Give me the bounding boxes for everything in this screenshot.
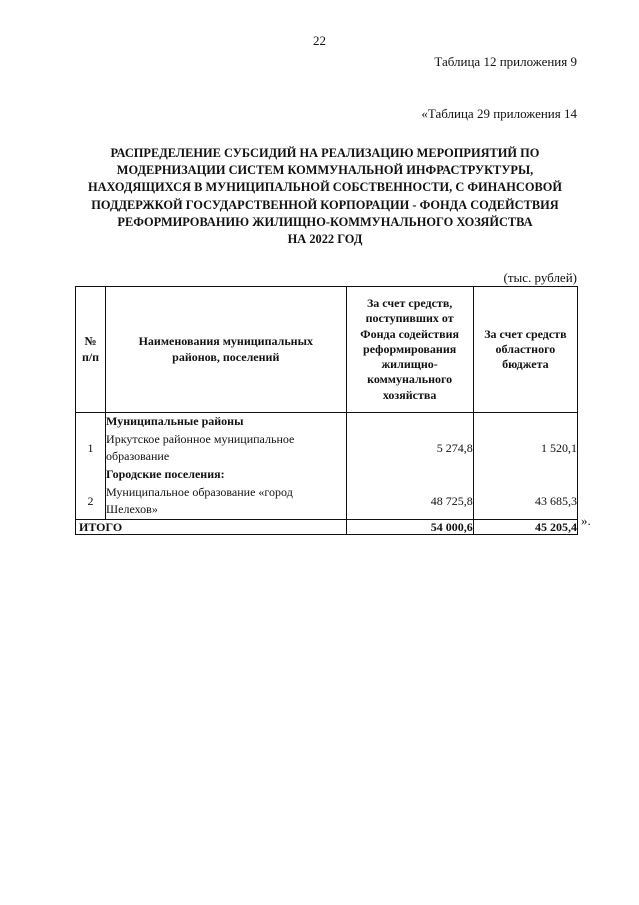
row-name-line: Шелехов» <box>106 502 158 516</box>
header-line: Наименования муниципальных <box>138 334 313 349</box>
header-line: коммунального <box>367 372 453 387</box>
row-regional-value: 43 685,3 <box>473 483 577 520</box>
header-line: районов, поселений <box>172 349 280 364</box>
header-line: За счет средств <box>484 326 567 341</box>
subsidy-table <box>75 286 578 535</box>
total-label: ИТОГО <box>76 520 347 535</box>
total-row <box>76 520 578 535</box>
title-line: ПОДДЕРЖКОЙ ГОСУДАРСТВЕННОЙ КОРПОРАЦИИ - ФОНДА СОДЕЙСТВИЯ <box>91 197 559 212</box>
title-line: НА 2022 ГОД <box>287 232 363 247</box>
header-regional <box>473 287 577 413</box>
title-line: РАСПРЕДЕЛЕНИЕ СУБСИДИЙ НА РЕАЛИЗАЦИЮ МЕРОПРИЯТИЙ ПО <box>110 146 540 160</box>
header-line: областного <box>495 341 556 356</box>
header-line: п/п <box>81 349 100 364</box>
title-line: РЕФОРМИРОВАНИЮ ЖИЛИЩНО-КОММУНАЛЬНОГО ХОЗЯЙСТВА <box>117 214 533 229</box>
total-fund-value: 54 000,6 <box>346 520 473 535</box>
total-regional-value: 45 205,4 <box>473 520 577 535</box>
title-line: МОДЕРНИЗАЦИИ СИСТЕМ КОММУНАЛЬНОЙ ИНФРАСТРУКТУРЫ, <box>116 163 534 178</box>
group-label: Муниципальные районы <box>106 413 346 431</box>
row-number: 2 <box>76 483 106 520</box>
title-line: НАХОДЯЩИХСЯ В МУНИЦИПАЛЬНОЙ СОБСТВЕННОСТИ, С ФИНАНСОВОЙ <box>87 180 563 195</box>
group-row <box>76 413 578 431</box>
header-line: поступивших от <box>365 311 454 326</box>
closing-quote-mark: ». <box>581 513 591 528</box>
header-number <box>76 287 106 413</box>
row-name <box>106 430 346 466</box>
page-number: 22 <box>313 33 326 48</box>
header-line: № <box>84 334 97 349</box>
row-name <box>106 483 346 520</box>
group-row <box>76 466 578 483</box>
table-header-row <box>76 287 578 413</box>
appendix-reference: Таблица 12 приложения 9 <box>434 54 577 69</box>
row-name-line: Муниципальное образование «город <box>106 485 293 499</box>
table-reference: «Таблица 29 приложения 14 <box>421 106 577 121</box>
header-line: бюджета <box>502 357 549 372</box>
group-label: Городские поселения: <box>106 466 346 483</box>
units-label: (тыс. рублей) <box>503 270 577 285</box>
row-number: 1 <box>76 430 106 466</box>
table-row <box>76 430 578 466</box>
row-name-line: Иркутское районное муниципальное <box>106 432 295 446</box>
header-line: За счет средств, <box>366 296 453 311</box>
header-line: Фонда содействия <box>360 326 459 341</box>
row-name-line: образование <box>106 449 170 463</box>
row-regional-value: 1 520,1 <box>473 430 577 466</box>
row-fund-value: 5 274,8 <box>346 430 473 466</box>
header-fund <box>346 287 473 413</box>
table-row <box>76 483 578 520</box>
header-line: реформирования <box>363 341 457 356</box>
header-line: хозяйства <box>382 387 437 402</box>
header-name <box>106 287 346 413</box>
header-line: жилищно- <box>381 357 438 372</box>
row-fund-value: 48 725,8 <box>346 483 473 520</box>
document-title <box>60 145 590 248</box>
